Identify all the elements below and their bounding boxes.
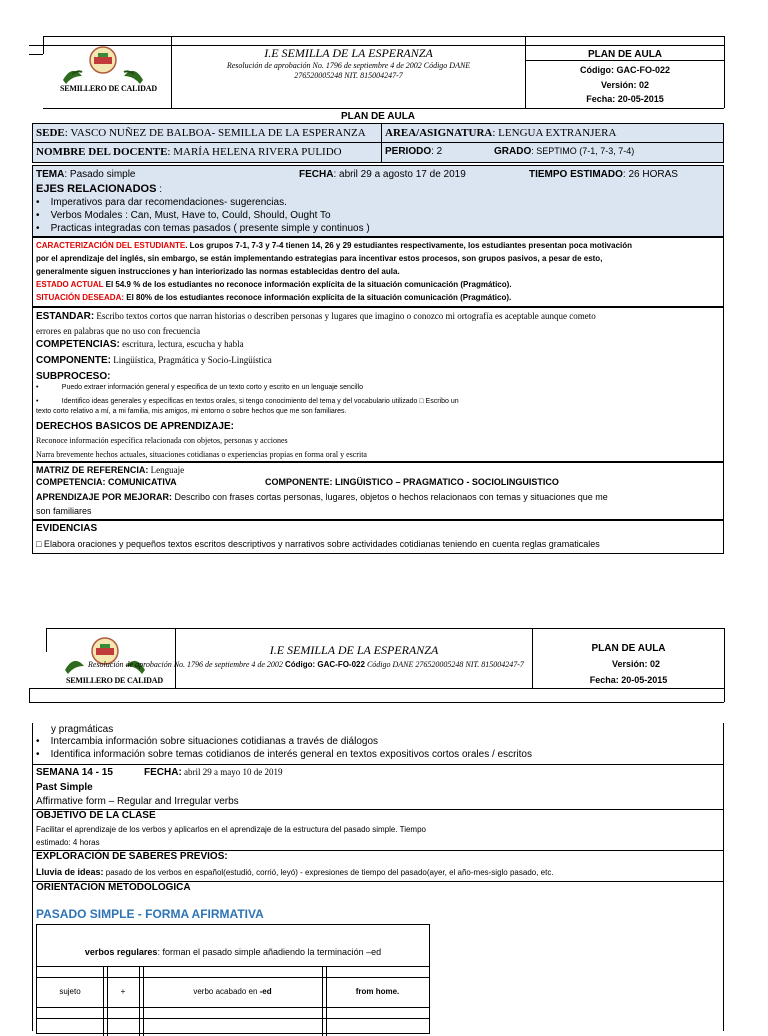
objetivo-text: estimado: 4 horas xyxy=(36,838,100,847)
header-rule xyxy=(175,628,176,688)
tema-field xyxy=(36,169,136,180)
table-cell-subject: sujeto xyxy=(59,987,81,996)
objetivo-section xyxy=(32,809,724,851)
subproceso-item: • Identifico ideas generales y específicas en textos orales, si tengo conocimiento del tema y del vocabulario utilizado □ Escribo un xyxy=(36,398,459,405)
table-rule xyxy=(107,966,108,1036)
situacion-deseada-line xyxy=(36,293,511,302)
tema-label: TEMA xyxy=(36,169,65,180)
ejes-title: EJES RELACIONADOS xyxy=(36,183,157,195)
aprendizaje-line xyxy=(36,492,608,502)
objetivo-label: OBJETIVO DE LA CLASE xyxy=(36,810,156,821)
dba-label: DERECHOS BASICOS DE APRENDIZAJE: xyxy=(36,421,234,432)
document-date: Fecha: 20-05-2015 xyxy=(589,675,668,685)
competencia-item: • Intercambia información sobre situaciones cotidianas a través de diálogos xyxy=(36,736,379,747)
orientacion-label: ORIENTACION METODOLOGICA xyxy=(36,882,191,893)
header-rule xyxy=(43,36,724,37)
estandar-text: Escribo textos cortos que narran historias o describen personas y lugares que imagino o conozco mi ortografía es aceptable aunque cometo xyxy=(94,311,596,321)
subproceso-label: SUBPROCESO: xyxy=(36,371,111,382)
periodo-label: PERIODO xyxy=(385,146,432,157)
table-rule xyxy=(37,966,429,967)
competencias-label: COMPETENCIAS: xyxy=(36,339,120,350)
institution-name: I.E SEMILLA DE LA ESPERANZA xyxy=(264,46,433,60)
table-rule xyxy=(37,977,429,978)
competencias-continuation xyxy=(32,723,724,765)
grado-field xyxy=(494,146,634,157)
periodo-value: : 2 xyxy=(431,146,443,157)
fecha-label: FECHA: xyxy=(144,767,182,778)
header-rule xyxy=(29,688,30,702)
resolution-line: 276520005248 NIT. 815004247-7 xyxy=(294,71,403,80)
competencia-text: Intercambia información sobre situaciones cotidianas a través de diálogos xyxy=(50,736,379,747)
aprendizaje-label: APRENDIZAJE POR MEJORAR: xyxy=(36,492,173,502)
estado-actual-label: ESTADO ACTUAL xyxy=(36,280,104,289)
evidencias-text: □ Elabora oraciones y pequeños textos escritos descriptivos y narrativos sobre actividades cotidianas teniendo en cuenta reglas gramaticales xyxy=(36,539,600,549)
situacion-deseada-text: El 80% de los estudiantes reconoce información explícita de la situación comunicación (Pragmático). xyxy=(124,293,512,302)
competencias-line xyxy=(36,339,244,350)
eje-text: Practicas integradas con temas pasados ( presente simple y continuos ) xyxy=(50,223,370,234)
resolution-text: Resolución de aprobación No. 1796 de septiembre 4 de 2002 xyxy=(88,660,285,669)
verb-suffix: -ed xyxy=(259,987,272,996)
semana-label: SEMANA 14 - 15 xyxy=(36,767,113,778)
evidencias-section xyxy=(32,520,724,554)
table-title-bold: verbos regulares xyxy=(84,947,158,957)
subproceso-text: texto corto relativo a mí, a mi familia, mis amigos, mi entorno o sobre hechos que me son familiares. xyxy=(36,408,347,415)
continuation-text: y pragmáticas xyxy=(51,724,114,735)
tema-value: : Pasado simple xyxy=(64,169,136,180)
regular-verbs-table xyxy=(36,924,430,1034)
estandar-section xyxy=(32,307,724,462)
topic-subtitle: Affirmative form – Regular and Irregular verbs xyxy=(36,796,239,807)
resolution-line: Resolución de aprobación No. 1796 de septiembre 4 de 2002 Código DANE xyxy=(226,61,471,70)
competencia-text: Identifica información sobre temas cotidianos de interés general en textos expositivos cortos orales / escritos xyxy=(50,749,532,760)
tiempo-value: : 26 HORAS xyxy=(622,169,678,180)
document-version: Versión: 02 xyxy=(612,659,661,669)
plan-title: PLAN DE AULA xyxy=(587,49,663,60)
resolution-text: Código DANE 276520005248 NIT. 815004247-7 xyxy=(364,660,524,669)
objetivo-text: Facilitar el aprendizaje de los verbos y aplicarlos en el aprendizaje de la estructura del pasado simple. Tiempo xyxy=(36,825,426,834)
docente-field xyxy=(36,146,342,158)
document-version: Versión: 02 xyxy=(600,80,650,90)
matriz-section xyxy=(32,462,724,520)
matriz-line xyxy=(36,465,184,475)
lluvia-text: pasado de los verbos en español(estudió, corrió, leyó) - expresiones de tiempo del pasado(ayer, el año-mes-siglo pasado, etc. xyxy=(103,868,554,877)
grado-value: : SEPTIMO (7-1, 7-3, 7-4) xyxy=(531,146,635,156)
matriz-value: Lenguaje xyxy=(148,465,185,475)
caracterizacion-line: por el aprendizaje del inglés, sin embargo, se están implementando estrategias para incentivar estos procesos, son grupos pasivos, a pesar de esto, xyxy=(36,254,603,263)
institution-name: I.E SEMILLA DE LA ESPERANZA xyxy=(269,643,439,657)
caracterizacion-line xyxy=(36,241,632,250)
ejes-colon: : xyxy=(156,184,162,195)
header-rule xyxy=(29,688,724,689)
table-rule xyxy=(322,966,323,1036)
eje-item: • Verbos Modales : Can, Must, Have to, Could, Should, Ought To xyxy=(36,210,331,221)
estandar-line: errores en palabras que no uso con frecuencia xyxy=(36,326,201,336)
tiempo-label: TIEMPO ESTIMADO xyxy=(529,169,623,180)
header-rule xyxy=(46,628,47,652)
cell-divider xyxy=(381,124,382,163)
table-rule xyxy=(103,966,104,1036)
header-rule xyxy=(29,45,43,46)
estado-actual-text: El 54.9 % de los estudiantes no reconoce información explícita de la situación comunicación (Pragmático). xyxy=(103,280,512,289)
table-rule xyxy=(37,1007,429,1008)
componente-label: COMPONENTE: xyxy=(36,355,111,366)
componente-line xyxy=(36,355,272,366)
fecha-value: : abril 29 a agosto 17 de 2019 xyxy=(333,169,466,180)
table-rule xyxy=(143,966,144,1036)
header-rule xyxy=(724,36,725,108)
area-value: : LENGUA EXTRANJERA xyxy=(492,127,617,139)
table-rule xyxy=(139,966,140,1036)
plan-heading: PLAN DE AULA xyxy=(340,111,416,122)
eje-text: Verbos Modales : Can, Must, Have to, Could, Should, Ought To xyxy=(50,210,331,221)
tema-section xyxy=(32,165,724,237)
estado-actual-line xyxy=(36,280,512,289)
info-section xyxy=(32,123,724,163)
semana-fecha xyxy=(144,767,283,778)
caracterizacion-label: CARACTERIZACIÓN DEL ESTUDIANTE xyxy=(36,241,186,250)
caracterizacion-section xyxy=(32,237,724,307)
caracterizacion-text: . Los grupos 7-1, 7-3 y 7-4 tienen 14, 26 y 29 estudiantes respectivamente, los estudiantes presentan poca motivación xyxy=(185,241,633,250)
eje-item: • Imperativos para dar recomendaciones- sugerencias. xyxy=(36,197,287,208)
subproceso-text: Puedo extraer información general y especifica de un texto corto y escrito en un lenguaje sencillo xyxy=(61,384,363,391)
orientacion-section xyxy=(32,881,724,1031)
competencia-item: • Identifica información sobre temas cotidianos de interés general en textos expositivos cortos orales / escritos xyxy=(36,749,532,760)
table-rule xyxy=(37,1018,429,1019)
table-rule xyxy=(326,966,327,1036)
fecha-label: FECHA xyxy=(299,169,334,180)
pasado-simple-title: PASADO SIMPLE - FORMA AFIRMATIVA xyxy=(36,907,264,921)
document-date: Fecha: 20-05-2015 xyxy=(586,94,664,104)
area-field xyxy=(385,127,616,139)
dba-item: Reconoce información específica relacionada con objetos, personas y acciones xyxy=(36,436,288,445)
matriz-label: MATRIZ DE REFERENCIA: xyxy=(36,465,149,475)
resolution-line xyxy=(88,660,524,669)
aprendizaje-text: Describo con frases cortas personas, lugares, objetos o hechos relacionaos con temas y situaciones que me xyxy=(172,492,608,502)
caracterizacion-line: generalmente siguen instrucciones y han interiorizado las normas establecidas dentro del aula. xyxy=(36,267,400,276)
dba-item: Narra brevemente hechos actuales, situaciones cotidianas o experiencias propias en forma oral y escrita xyxy=(36,450,367,459)
table-title xyxy=(37,947,429,957)
estandar-line xyxy=(36,311,596,322)
table-cell-plus: + xyxy=(120,987,126,996)
evidencias-label: EVIDENCIAS xyxy=(36,523,98,534)
sede-label: SEDE xyxy=(36,127,65,139)
verb-text: verbo acabado en xyxy=(193,987,260,996)
logo-caption: SEMILLERO DE CALIDAD xyxy=(60,84,157,93)
plan-title: PLAN DE AULA xyxy=(591,643,666,654)
estandar-label: ESTANDAR: xyxy=(36,311,95,322)
header-rule xyxy=(525,60,724,61)
tiempo-field xyxy=(529,169,678,180)
header-rule xyxy=(46,628,724,629)
logo-caption: SEMILLERO DE CALIDAD xyxy=(66,676,163,685)
area-label: AREA/ASIGNATURA xyxy=(385,127,493,139)
grado-label: GRADO xyxy=(494,146,532,157)
topic-title: Past Simple xyxy=(36,782,93,793)
subproceso-text: Identifico ideas generales y específicas en textos orales, si tengo conocimiento del tema y del vocabulario utilizado □ Escribo un xyxy=(61,398,459,405)
header-rule xyxy=(43,108,724,109)
resolution-code: Código: GAC-FO-022 xyxy=(284,660,365,669)
componente-line: COMPONENTE: LINGÜISTICO – PRAGMATICO - SOCIOLINGUISTICO xyxy=(265,477,559,487)
semana-section xyxy=(32,764,724,810)
fecha-value: abril 29 a mayo 10 de 2019 xyxy=(181,767,283,777)
competencias-value: escritura, lectura, escucha y habla xyxy=(119,339,244,349)
subproceso-item: • Puedo extraer información general y especifica de un texto corto y escrito en un lenguaje sencillo xyxy=(36,384,363,391)
header-rule xyxy=(724,628,725,702)
componente-value: Lingüística, Pragmática y Socio-Lingüística xyxy=(111,355,272,365)
header-rule xyxy=(29,702,724,703)
lluvia-line xyxy=(36,867,554,877)
cell-divider xyxy=(33,142,723,143)
fecha-field xyxy=(299,169,466,180)
sede-value: : VASCO NUÑEZ DE BALBOA- SEMILLA DE LA ESPERANZA xyxy=(64,127,366,139)
docente-value: : MARÍA HELENA RIVERA PULIDO xyxy=(167,146,342,158)
document-code: Código: GAC-FO-022 xyxy=(580,65,670,75)
periodo-field xyxy=(385,146,442,157)
situacion-deseada-label: SITUACIÓN DESEADA: xyxy=(36,293,125,302)
table-cell-verb xyxy=(143,987,322,996)
table-title-text: : forman el pasado simple añadiendo la terminación –ed xyxy=(157,947,382,957)
eje-item: • Practicas integradas con temas pasados ( presente simple y continuos ) xyxy=(36,223,370,234)
table-cell-complement: from home. xyxy=(355,987,400,996)
aprendizaje-line: son familiares xyxy=(36,506,92,516)
lluvia-label: Lluvia de ideas: xyxy=(36,867,104,877)
eje-text: Imperativos para dar recomendaciones- sugerencias. xyxy=(50,197,287,208)
exploracion-section xyxy=(32,850,724,882)
sede-field xyxy=(36,127,366,139)
competencia-line: COMPETENCIA: COMUNICATIVA xyxy=(36,477,177,487)
ejes-heading xyxy=(36,183,162,195)
exploracion-label: EXPLORACIÓN DE SABERES PREVIOS: xyxy=(36,851,228,862)
header-rule xyxy=(29,54,43,55)
docente-label: NOMBRE DEL DOCENTE xyxy=(36,146,168,158)
